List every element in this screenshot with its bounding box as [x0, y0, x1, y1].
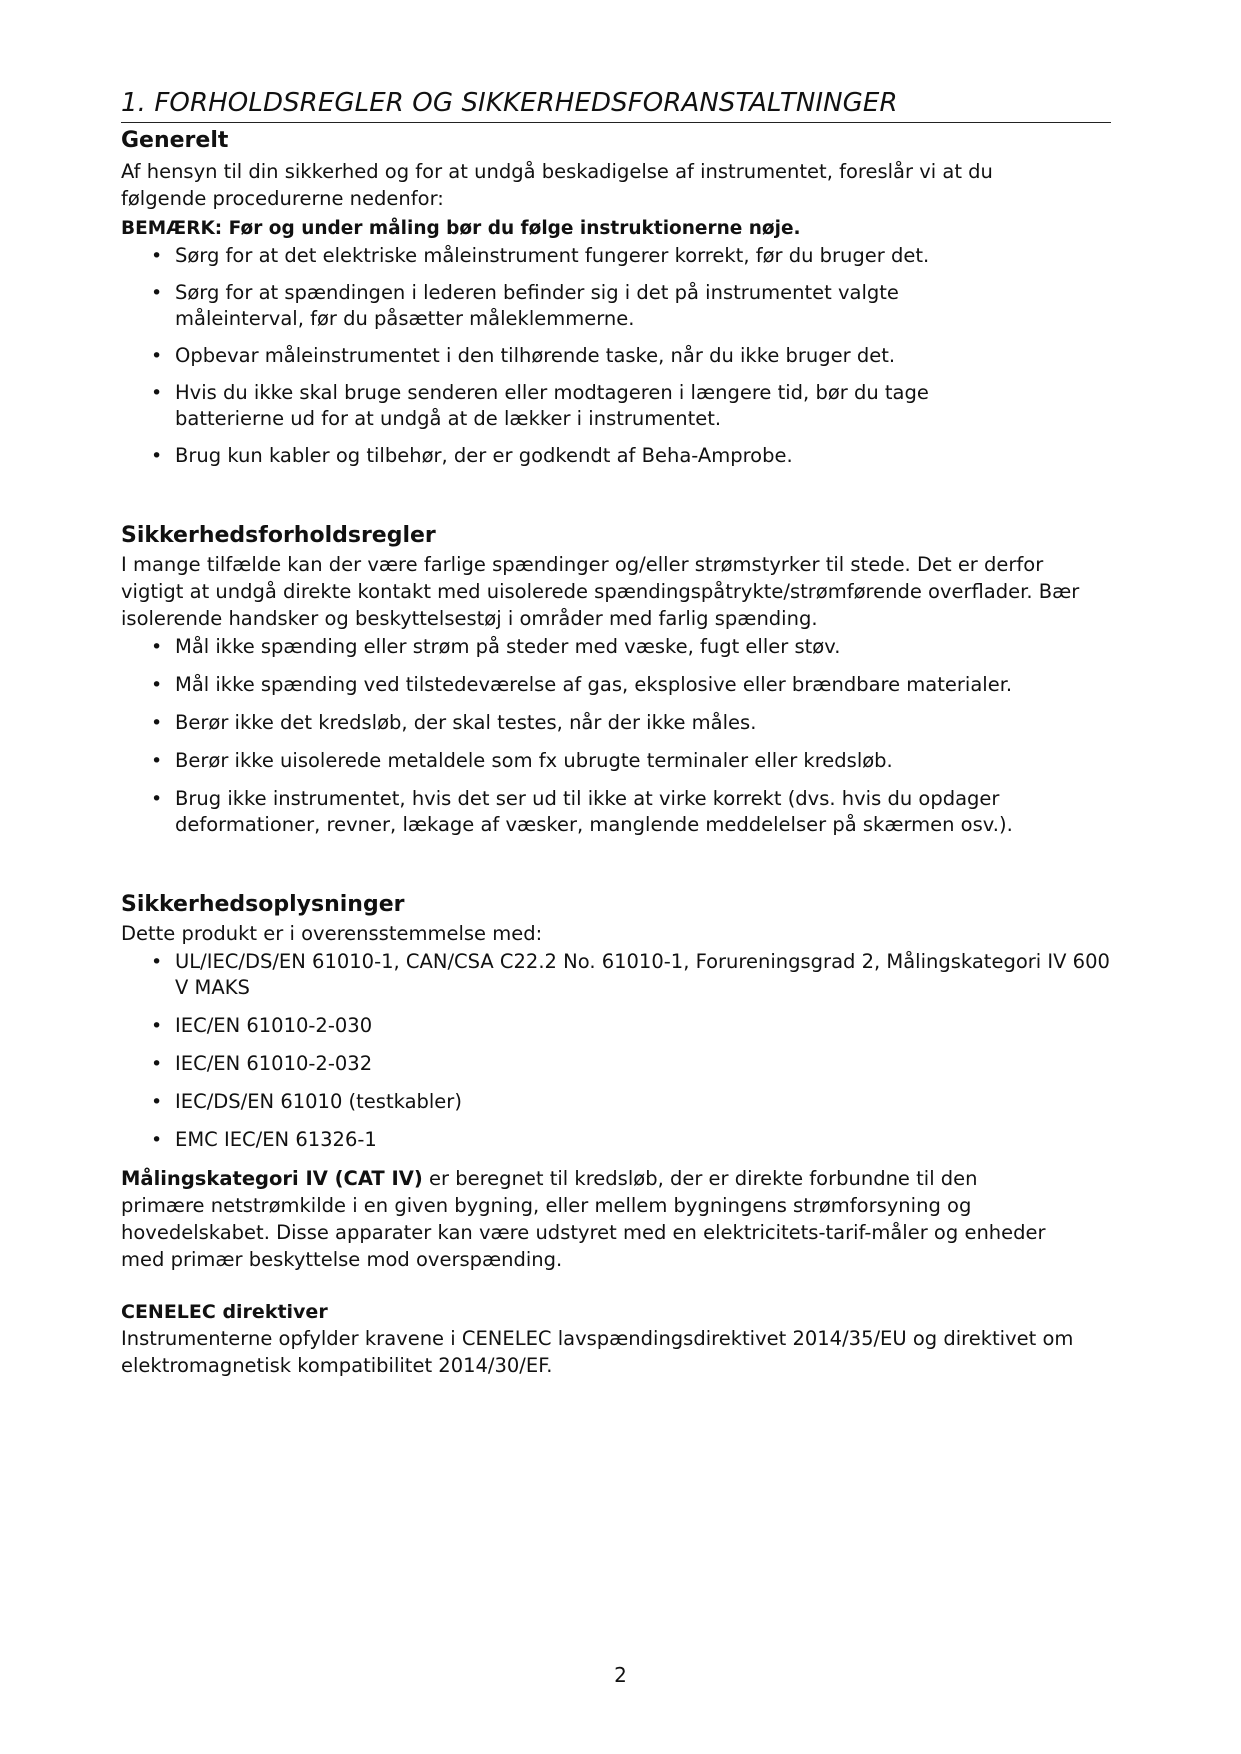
list-item: • Hvis du ikke skal bruge senderen eller modtageren i længere tid, bør du tage batterierne ud for at undgå at de lækker i instrumentet. [121, 380, 1005, 432]
section-cenelec [121, 1299, 1111, 1379]
list-item: • Opbevar måleinstrumentet i den tilhørende taske, når du ikke bruger det. [121, 343, 1111, 369]
list-item: • IEC/DS/EN 61010 (testkabler) [121, 1089, 1111, 1115]
list-item: • Mål ikke spænding ved tilstedeværelse af gas, eksplosive eller brændbare materialer. [121, 672, 1111, 698]
list-item: • UL/IEC/DS/EN 61010-1, CAN/CSA C22.2 No. 61010-1, Forureningsgrad 2, Målingskategori IV 600 V MAKS [121, 949, 1125, 1001]
section-heading-general: Generelt [121, 128, 229, 153]
list-item: • Berør ikke uisolerede metaldele som fx ubrugte terminaler eller kredsløb. [121, 748, 1111, 774]
list-item: • Sørg for at spændingen i lederen befinder sig i det på instrumentet valgte måleinterval, før du påsætter måleklemmerne. [121, 280, 965, 332]
cenelec-text: Instrumenterne opfylder kravene i CENELEC lavspændingsdirektivet 2014/35/EU og direktivet om elektromagnetisk kompatibilitet 2014/30/EF. [121, 1327, 1074, 1377]
list-item: • Berør ikke det kredsløb, der skal testes, når der ikke måles. [121, 710, 1111, 736]
measurement-category-paragraph [121, 1165, 1051, 1273]
list-item: • IEC/EN 61010-2-032 [121, 1051, 1111, 1077]
chapter-title: 1. FORHOLDSREGLER OG SIKKERHEDSFORANSTALTNINGER [121, 86, 1111, 123]
list-item: • Sørg for at det elektriske måleinstrument fungerer korrekt, før du bruger det. [121, 243, 1111, 269]
list-item: • IEC/EN 61010-2-030 [121, 1013, 1111, 1039]
general-intro: Af hensyn til din sikkerhed og for at undgå beskadigelse af instrumentet, foreslår vi at du følgende procedurerne nedenfor: [121, 160, 993, 210]
standards-list [121, 949, 1111, 1153]
general-list [121, 243, 1111, 469]
measurement-category-text: er beregnet til kredsløb, der er direkte forbundne til den primære netstrømkilde i en given bygning, eller mellem bygningens strømforsyning og hovedelskabet. Disse apparater kan være udstyret med en elektricitets-tarif-måler og enheder med primær beskyttelse mod overspænding. [121, 1167, 1046, 1271]
list-item: • Brug ikke instrumentet, hvis det ser ud til ikke at virke korrekt (dvs. hvis du opdager deformationer, revner, lækage af væsker, manglende meddelelser på skærmen osv.). [121, 786, 1105, 838]
precautions-intro: I mange tilfælde kan der være farlige spændinger og/eller strømstyrker til stede. Det er derfor vigtigt at undgå direkte kontakt med uisolerede spændingspåtrykte/strømførende overflader. Bær isolerende handsker og beskyttelsestøj i områder med farlig spænding. [121, 553, 1080, 630]
safety-info-intro: Dette produkt er i overensstemmelse med: [121, 922, 543, 945]
section-heading-safety-info: Sikkerhedsoplysninger [121, 892, 405, 917]
page-content [121, 86, 1111, 1379]
list-item: • Brug kun kabler og tilbehør, der er godkendt af Beha-Amprobe. [121, 443, 1111, 469]
section-heading-cenelec: CENELEC direktiver [121, 1301, 328, 1323]
general-note: BEMÆRK: Før og under måling bør du følge instruktionerne nøje. [121, 218, 801, 239]
section-safety-info [121, 890, 1111, 1273]
list-item: • Mål ikke spænding eller strøm på steder med væske, fugt eller støv. [121, 634, 1111, 660]
section-heading-precautions: Sikkerhedsforholdsregler [121, 523, 436, 548]
page-number: 2 [614, 1663, 627, 1687]
list-item: • EMC IEC/EN 61326-1 [121, 1127, 1111, 1153]
section-precautions [121, 521, 1111, 838]
section-general [121, 126, 1111, 469]
precautions-list [121, 634, 1111, 838]
measurement-category-label: Målingskategori IV (CAT IV) [121, 1167, 423, 1190]
